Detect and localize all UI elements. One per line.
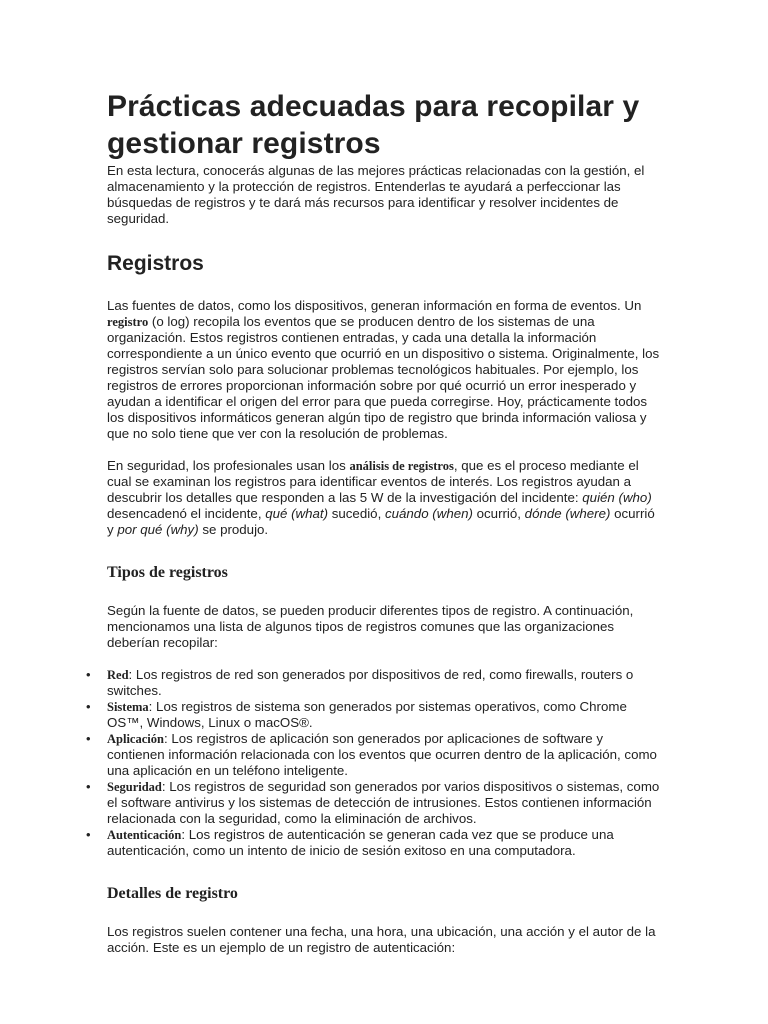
text-run: Las fuentes de datos, como los dispositivos, generan información en forma de eventos. Un (107, 298, 642, 313)
list-item-red (86, 667, 664, 699)
term-analisis-de-registros: análisis de registros (349, 459, 454, 473)
list-text: : Los registros de aplicación son generados por aplicaciones de software y contienen información relacionada con los eventos que ocurren dentro de la aplicación, como una aplicación en un teléfono inteligente. (107, 731, 657, 778)
list-text: : Los registros de sistema son generados por sistemas operativos, como Chrome OS™, Windows, Linux o macOS®. (107, 699, 627, 730)
detalles-paragraph: Los registros suelen contener una fecha, una hora, una ubicación, una acción y el autor de la acción. Este es un ejemplo de un registro de autenticación: (107, 924, 656, 955)
list-term: Red (107, 668, 129, 682)
w-why: por qué (why) (117, 522, 199, 537)
log-types-list (86, 667, 664, 859)
list-text: : Los registros de autenticación se generan cada vez que se produce una autenticación, como un intento de inicio de sesión exitoso en una computadora. (107, 827, 614, 858)
list-item-autenticacion (86, 827, 664, 859)
bullet-icon: • (86, 827, 91, 842)
section-heading-detalles: Detalles de registro (107, 885, 238, 902)
text-run: ocurrió y (107, 506, 655, 537)
bullet-icon: • (86, 667, 91, 682)
list-item-sistema (86, 699, 664, 731)
page-title: Prácticas adecuadas para recopilar y gestionar registros (107, 90, 640, 160)
text-run: , que es el proceso mediante el cual se examinan los registros para identificar eventos de interés. Los registros ayudan a descubrir los detalles que responden a las 5 W de la investigación del incidente: (107, 458, 639, 505)
text-run: desencadenó el incidente, (107, 506, 266, 521)
bullet-icon: • (86, 731, 91, 746)
tipos-intro-paragraph: Según la fuente de datos, se pueden producir diferentes tipos de registro. A continuación, mencionamos una lista de algunos tipos de registros comunes que las organizaciones deberían recopilar: (107, 603, 634, 650)
list-item-aplicacion (86, 731, 664, 779)
list-term: Autenticación (107, 828, 182, 842)
list-item-seguridad (86, 779, 664, 827)
bullet-icon: • (86, 779, 91, 794)
list-term: Seguridad (107, 780, 162, 794)
w-who: quién (who) (582, 490, 652, 505)
text-run: sucedió, (328, 506, 385, 521)
bullet-icon: • (86, 699, 91, 714)
w-when: cuándo (when) (384, 506, 473, 521)
text-run: (o log) recopila los eventos que se producen dentro de los sistemas de una organización. Estos registros contienen entradas, y cada una detalla la información correspondiente a un único evento que ocurrió en un dispositivo o sistema. Originalmente, los registros servían solo para solucionar problemas tecnológicos habituales. Por ejemplo, los registros de errores proporcionan información sobre por qué ocurrió un error inesperado y ayudan a identificar el origen del error para que pueda corregirse. Hoy, prácticamente todos los dispositivos informáticos generan algún tipo de registro que brinda información valiosa y que no solo tiene que ver con la resolución de problemas. (107, 314, 660, 441)
list-term: Sistema (107, 700, 149, 714)
list-text: : Los registros de red son generados por dispositivos de red, como firewalls, routers o switches. (107, 667, 634, 698)
text-run: se produjo. (198, 522, 269, 537)
registros-paragraph-2 (107, 458, 664, 538)
w-what: qué (what) (265, 506, 329, 521)
section-heading-tipos: Tipos de registros (107, 564, 228, 581)
list-text: : Los registros de seguridad son generados por varios dispositivos o sistemas, como el software antivirus y los sistemas de detección de intrusiones. Estos contienen información relacionada con la seguridad, como la eliminación de archivos. (107, 779, 660, 826)
term-registro: registro (107, 315, 149, 329)
text-run: ocurrió, (472, 506, 525, 521)
registros-paragraph-1 (107, 298, 664, 442)
text-run: En seguridad, los profesionales usan los (107, 458, 350, 473)
section-heading-registros: Registros (107, 252, 204, 275)
intro-paragraph: En esta lectura, conocerás algunas de las mejores prácticas relacionadas con la gestión, el almacenamiento y la protección de registros. Entenderlas te ayudará a perfeccionar las búsquedas de registros y te dará más recursos para identificar y resolver incidentes de seguridad. (107, 163, 645, 226)
w-where: dónde (where) (524, 506, 611, 521)
list-term: Aplicación (107, 732, 164, 746)
